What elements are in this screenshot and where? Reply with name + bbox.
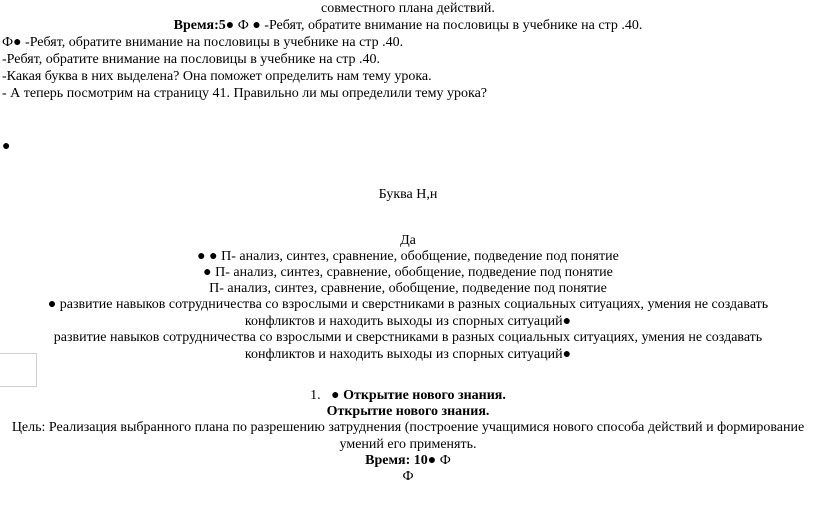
bullet-icon: ● [203,265,212,280]
bullet-icon: ● [562,314,572,329]
bullet-icon: ● [2,139,11,154]
line-analysis-bullet: ● П- анализ, синтез, сравнение, обобщение, подведение под понятие [203,265,613,280]
line-f-proverbs: Ф● -Ребят, обратите внимание на пословицы в учебнике на стр .40. [2,35,404,50]
section-heading: Открытие нового знания. [343,388,506,403]
line-analysis: П- анализ, синтез, сравнение, обобщение, подведение под понятие [209,281,607,296]
line-proverbs: -Ребят, обратите внимание на пословицы в учебнике на стр .40. [2,52,381,67]
list-number: 1. [310,388,321,403]
line-time5: Время:5● Ф ● -Ребят, обратите внимание на пословицы в учебнике на стр .40. [173,18,643,33]
paragraph-cooperation-bullet: ● развитие навыков сотрудничества со взрослыми и сверстниками в разных социальных ситуациях, умения не создавать конфликтов и находить выходы из спорных ситуаций● [47,297,769,329]
bullet-icon: ● [13,35,22,50]
heading-opening: Открытие нового знания. [326,404,490,419]
empty-table-cell [0,353,37,387]
bullet-icon: ● [331,388,340,403]
bullet-icon: ● [427,453,437,468]
bullet-icon: ● [225,18,235,33]
bullet-icon: ● [209,249,218,264]
standalone-bullet [2,138,10,155]
time10-label: Время: 10 [365,453,428,468]
line-f-letter: Ф [402,469,414,484]
time5-label: Время:5 [173,18,226,33]
list-item-opening [0,387,816,404]
bullet-icon: ● [47,297,57,312]
line-time10: Время: 10● Ф [365,453,451,468]
line-da: Да [400,233,416,248]
line-top: совместного плана действий. [321,1,495,16]
line-bukva: Буква Н,н [378,187,438,202]
bullet-icon: ● [197,249,206,264]
paragraph-goal: Цель: Реализация выбранного плана по разрешению затруднения (построение учащимися нового способа действий и формирование умений его применять. [11,420,805,452]
line-question-letter: -Какая буква в них выделена? Она поможет определить нам тему урока. [2,69,432,84]
bullet-icon: ● [562,347,572,362]
line-question-page: - А теперь посмотрим на страницу 41. Правильно ли мы определили тему урока? [2,86,488,101]
line-analysis-double-bullet: ● ● П- анализ, синтез, сравнение, обобщение, подведение под понятие [197,249,619,264]
bullet-icon: ● [252,18,261,33]
paragraph-cooperation: развитие навыков сотрудничества со взрослыми и сверстниками в разных социальных ситуациях, умения не создавать конфликтов и находить выходы из спорных ситуаций● [53,330,763,362]
